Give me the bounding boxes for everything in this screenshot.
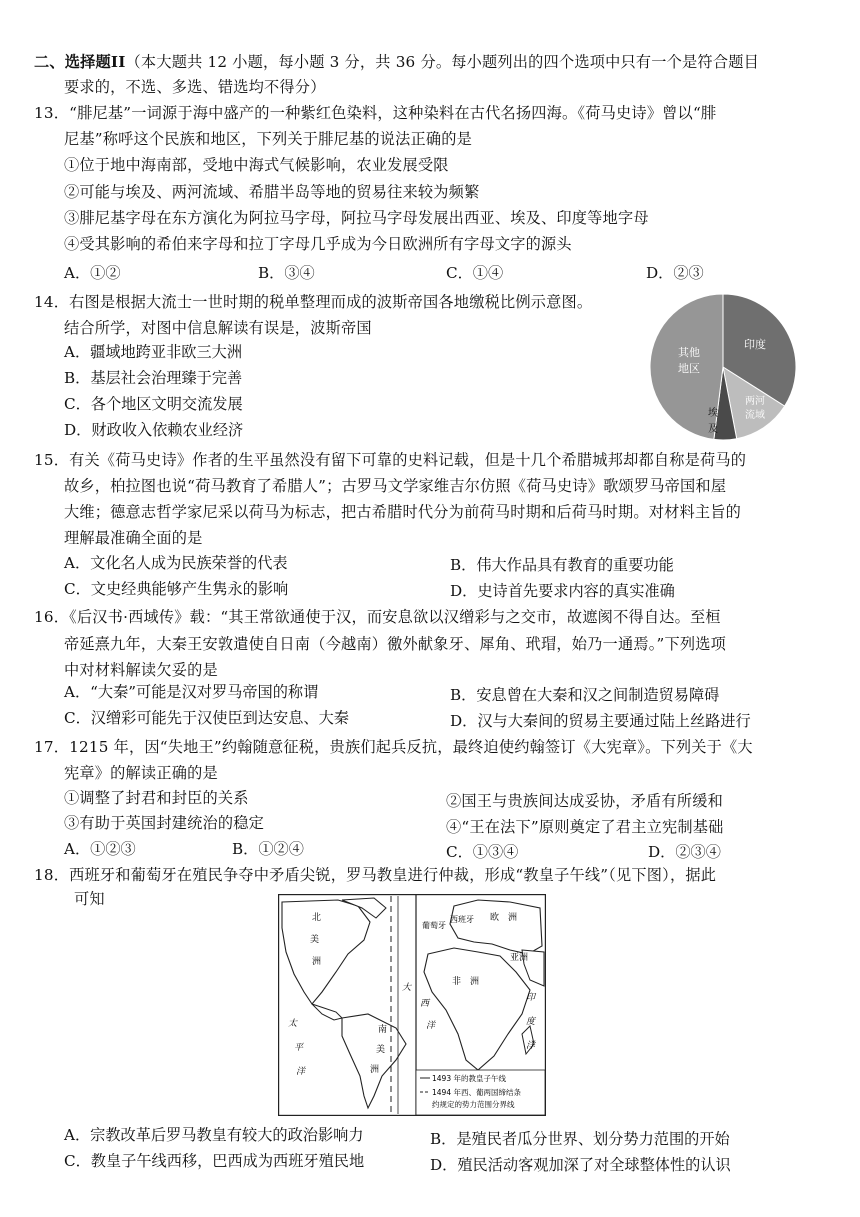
section-instruction: （本大题共 12 小题，每小题 3 分，共 36 分。每小题列出的四个选项中只有一个是符合题目 — [125, 53, 759, 71]
label-indian-2: 度 — [526, 1017, 536, 1027]
section-title: 二、选择题II — [34, 53, 126, 71]
q17-stem-line-2: 宪章》的解读正确的是 — [64, 764, 218, 782]
q16-option-b[interactable]: B．安息曾在大秦和汉之间制造贸易障碍 — [450, 686, 720, 704]
q15-stem-line-1: 15．有关《荷马史诗》作者的生平虽然没有留下可靠的史料记载，但是十几个希腊城邦却都自称是荷马的 — [34, 451, 747, 469]
q15-stem-line-3: 大维；德意志哲学家尼采以荷马为标志，把古希腊时代分为前荷马时期和后荷马时期。对材料主旨的 — [64, 503, 742, 521]
q18-option-d[interactable]: D．殖民活动客观加深了对全球整体性的认识 — [430, 1156, 731, 1174]
q17-statement-2: ②国王与贵族间达成妥协，矛盾有所缓和 — [446, 792, 723, 810]
label-indian-1: 印 — [526, 993, 536, 1003]
label-africa: 非 洲 — [452, 977, 480, 987]
q18-option-c[interactable]: C．教皇子午线西移，巴西成为西班牙殖民地 — [64, 1152, 365, 1170]
q15-stem-line-4: 理解最准确全面的是 — [64, 529, 203, 547]
q13-stem-line-2: 尼基”称呼这个民族和地区，下列关于腓尼基的说法正确的是 — [64, 130, 473, 148]
q13-option-b[interactable]: B．③④ — [258, 264, 315, 282]
legend-1494-a: 1494 年西、葡两国缔结条 — [432, 1088, 521, 1097]
map-legend — [416, 1070, 545, 1115]
q17-stem-line-1: 17．1215 年，因“失地王”约翰随意征税，贵族们起兵反抗，最终迫使约翰签订《大宪章》。下列关于《大 — [34, 738, 753, 756]
pie-label-india: 印度 — [744, 338, 766, 351]
q13-option-a[interactable]: A．①② — [64, 264, 121, 282]
q16-option-a[interactable]: A．“大秦”可能是汉对罗马帝国的称谓 — [64, 683, 319, 701]
label-spain: 西班牙 — [450, 915, 474, 924]
pie-label-other-2: 地区 — [678, 362, 700, 375]
q13-statement-2: ②可能与埃及、两河流域、希腊半岛等地的贸易往来较为频繁 — [64, 183, 480, 201]
q17-option-a[interactable]: A．①②③ — [64, 840, 136, 858]
q15-option-c[interactable]: C．文史经典能够产生隽永的影响 — [64, 580, 289, 598]
q13-option-c[interactable]: C．①④ — [446, 264, 504, 282]
section-header — [34, 52, 759, 72]
q13-statement-3: ③腓尼基字母在东方演化为阿拉马字母，阿拉马字母发展出西亚、埃及、印度等地字母 — [64, 209, 649, 227]
pie-label-other-1: 其他 — [678, 346, 700, 359]
q16-stem-line-2: 帝延熹九年，大秦王安敦遣使自日南（今越南）徼外献象牙、犀角、玳瑁，始乃一通焉。”下列选项 — [64, 635, 727, 653]
label-atlantic-3: 洋 — [426, 1021, 436, 1031]
legend-1494-b: 约规定的势力范围分界线 — [432, 1100, 515, 1109]
q16-option-d[interactable]: D．汉与大秦间的贸易主要通过陆上丝路进行 — [450, 712, 751, 730]
label-na-3: 洲 — [312, 957, 322, 967]
tax-pie-chart — [647, 292, 799, 442]
q13-option-d[interactable]: D．②③ — [646, 264, 704, 282]
label-sa-3: 洲 — [370, 1065, 380, 1075]
label-sa-1: 南 — [378, 1025, 388, 1035]
label-pacific-1: 太 — [288, 1019, 298, 1029]
label-sa-2: 美 — [376, 1045, 386, 1055]
pie-label-meso-1: 两河 — [745, 396, 765, 407]
q18-option-a[interactable]: A．宗教改革后罗马教皇有较大的政治影响力 — [64, 1126, 364, 1144]
label-europe: 欧 洲 — [490, 913, 518, 923]
q14-option-a[interactable]: A．疆域地跨亚非欧三大洲 — [64, 343, 243, 361]
q13-stem-line-1: 13．“腓尼基”一词源于海中盛产的一种紫红色染料，这种染料在古代名扬四海。《荷马史诗》曾以“腓 — [34, 104, 717, 122]
label-na-1: 北 — [312, 913, 322, 923]
label-pacific-2: 平 — [294, 1043, 304, 1053]
label-portugal: 葡萄牙 — [422, 921, 446, 930]
q18-stem-line-1: 18．西班牙和葡萄牙在殖民争夺中矛盾尖锐，罗马教皇进行仲裁，形成“教皇子午线”（见下图），据此 — [34, 866, 717, 884]
q17-statement-4: ④“王在法下”原则奠定了君主立宪制基础 — [446, 818, 724, 836]
q13-statement-1: ①位于地中海南部，受地中海式气候影响，农业发展受限 — [64, 156, 449, 174]
pie-label-egypt-1: 埃 — [708, 408, 718, 419]
papal-meridian-map — [278, 894, 546, 1116]
label-indian-3: 洋 — [526, 1041, 536, 1051]
q14-stem-line-1: 14．右图是根据大流士一世时期的税单整理而成的波斯帝国各地缴税比例示意图。 — [34, 293, 593, 311]
q15-option-b[interactable]: B．伟大作品具有教育的重要功能 — [450, 556, 674, 574]
label-atlantic-2: 西 — [420, 999, 430, 1009]
q18-option-b[interactable]: B．是殖民者瓜分世界、划分势力范围的开始 — [430, 1130, 730, 1148]
pie-label-egypt-2: 及 — [708, 424, 718, 435]
label-asia: 亚洲 — [510, 953, 529, 963]
q13-statement-4: ④受其影响的希伯来字母和拉丁字母几乎成为今日欧洲所有字母文字的源头 — [64, 235, 572, 253]
pie-label-meso-2: 流域 — [745, 410, 765, 421]
label-na-2: 美 — [310, 935, 320, 945]
q15-option-d[interactable]: D．史诗首先要求内容的真实准确 — [450, 582, 675, 600]
q17-statement-1: ①调整了封君和封臣的关系 — [64, 789, 249, 807]
pie-svg — [647, 292, 799, 442]
q17-statement-3: ③有助于英国封建统治的稳定 — [64, 814, 265, 832]
q18-stem-line-2: 可知 — [74, 890, 105, 908]
q16-option-c[interactable]: C．汉缯彩可能先于汉使臣到达安息、大秦 — [64, 709, 349, 727]
q14-option-d[interactable]: D．财政收入依赖农业经济 — [64, 421, 244, 439]
q17-option-d[interactable]: D．②③④ — [648, 843, 721, 861]
section-instruction-cont: 要求的，不选、多选、错选均不得分） — [64, 78, 326, 96]
q15-option-a[interactable]: A．文化名人成为民族荣誉的代表 — [64, 554, 288, 572]
q15-stem-line-2: 故乡，柏拉图也说“荷马教育了希腊人”；古罗马文学家维吉尔仿照《荷马史诗》歌颂罗马帝国和屋 — [64, 477, 727, 495]
q16-stem-line-3: 中对材料解读欠妥的是 — [64, 661, 218, 679]
q17-option-c[interactable]: C．①③④ — [446, 843, 519, 861]
map-svg — [278, 894, 546, 1116]
legend-1493: 1493 年的教皇子午线 — [432, 1074, 506, 1083]
label-pacific-3: 洋 — [296, 1067, 306, 1077]
q16-stem-line-1: 16．《后汉书·西域传》载：“其王常欲通使于汉，而安息欲以汉缯彩与之交市，故遮阂不得自达。至桓 — [34, 608, 721, 626]
q14-option-b[interactable]: B．基层社会治理臻于完善 — [64, 369, 243, 387]
q17-option-b[interactable]: B．①②④ — [232, 840, 304, 858]
label-atlantic-1: 大 — [402, 983, 412, 993]
q14-stem-line-2: 结合所学，对图中信息解读有误是，波斯帝国 — [64, 319, 372, 337]
q14-option-c[interactable]: C．各个地区文明交流发展 — [64, 395, 243, 413]
